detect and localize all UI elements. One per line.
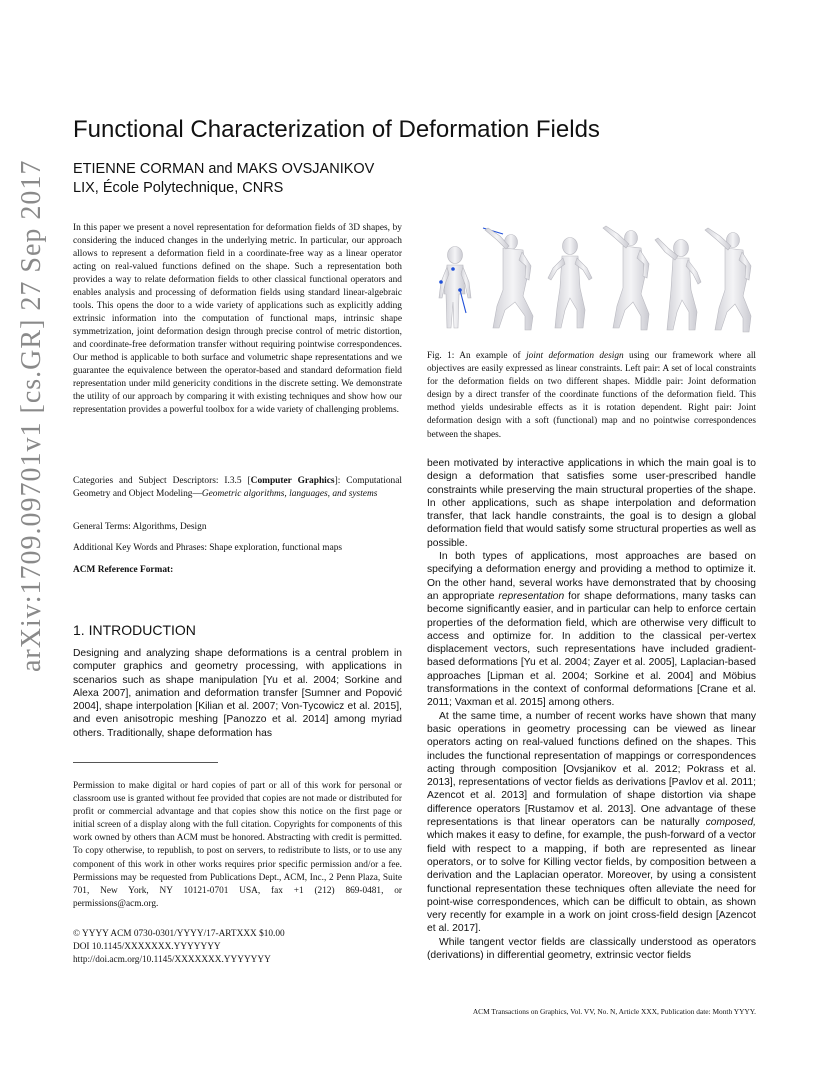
section-heading-introduction: 1. INTRODUCTION [73, 622, 196, 638]
paragraph [427, 550, 756, 710]
ccs-prefix: Categories and Subject Descriptors: I.3.5 [ [73, 476, 251, 486]
permission-notice: Permission to make digital or hard copies of part or all of this work for personal or classroom use is granted without fee provided that copies are not made or distributed for profit or commercial advantage and that copies show this notice on the first page or initial screen of a display along with the full citation. Copyrights for components of this work owned by others than ACM must be honored. Abstracting with credit is permitted. To copy otherwise, to republish, to post on servers, to redistribute to lists, or to use any component of this work in other works requires prior specific permission and/or a fee. Permissions may be requested from Publications Dept., ACM, Inc., 2 Penn Plaza, Suite 701, New York, NY 10121-0701 USA, fax +1 (212) 869-0481, or permissions@acm.org. [73, 781, 402, 909]
doi-line: DOI 10.1145/XXXXXXX.YYYYYYY [73, 942, 221, 952]
paragraph: been motivated by interactive applications in which the main goal is to design a deformation that satisfies some user-prescribed handle constraints while preserving the main structural properties of the shape. In other applications, such as shape interpolation and deformation transfer, that lack handle constraints, the goal is to design a global deformation field that would satisfy some structural properties as well as possible. [427, 458, 756, 549]
ccs-italic: Geometric algorithms, languages, and systems [201, 489, 378, 499]
caption-body: using our framework where all objectives are easily expressed as linear constraints. Left pair: A set of local constraints for the deformation fields on two different shapes. Middle pair: Joint deformation design by a direct transfer of the coordinate functions of the deformation field. This method yields undesirable effects as it is rotation dependent. Right pair: Joint deformation design with a soft (functional) map and no pointwise correspondences between the shapes. [427, 351, 756, 440]
paper-title: Functional Characterization of Deformation Fields [73, 116, 600, 143]
general-terms: General Terms: Algorithms, Design [73, 522, 207, 532]
acm-reference-format: ACM Reference Format: [73, 565, 174, 575]
adult-figure-squat [485, 228, 533, 330]
text-run: In both types of applications, most approaches are based on specifying a deformation energy and providing a method to optimize it. On the other hand, several works have demonstrated that by choosing an appropriate [427, 551, 756, 602]
text-run-italic: representation [498, 590, 565, 602]
figure-1-caption [427, 350, 756, 442]
journal-footer: ACM Transactions on Graphics, Vol. VV, No. N, Article XXX, Publication date: Month YYYY. [472, 1007, 756, 1016]
constraint-arrows [460, 228, 503, 313]
adult-figure-soft-map [705, 228, 751, 332]
text-run: which makes it easy to define, for example, the push-forward of a vector field with respect to a mapping, if both are represented as linear operators, or to solve for Killing vector fields, by composition between a derivation and the Laplacian operator. Moreover, by using a consistent functional representation these techniques often alleviate the need for point-wise correspondences, which can be difficult to obtain, as shown very recently for example in a work on joint cross-field design [Azencot et al. 2017]. [427, 830, 756, 935]
child-figure-soft-map [655, 238, 701, 330]
footnote-divider [73, 762, 218, 763]
intro-text-right [427, 457, 756, 962]
text-run-italic: composed, [705, 817, 756, 829]
ccs-bold: Computer Graphics [250, 476, 335, 486]
paragraph [427, 710, 756, 936]
arxiv-identifier: arXiv:1709.09701v1 [cs.GR] 27 Sep 2017 [16, 159, 47, 672]
child-figure-deformed [548, 238, 592, 329]
ccs-concepts [73, 475, 402, 501]
caption-prefix: Fig. 1: An example of [427, 351, 527, 361]
ccs-middle: ]: Computational Geometry and Object Modeling— [73, 476, 403, 499]
doi-url: http://doi.acm.org/10.1145/XXXXXXX.YYYYYYY [73, 955, 271, 965]
copyright-line: © YYYY ACM 0730-0301/YYYY/17-ARTXXX $10.00 [73, 929, 285, 939]
text-run: for shape deformations, many tasks can become significantly easier, and in particular can help to enforce certain properties of the deformation field, which are otherwise very difficult to access and optimize for. In addition to the classical per-vertex displacement vectors, such representations have included gradient-based deformations [Yu et al. 2004; Zayer et al. 2005], Laplacian-based approaches [Lipman et al. 2004; Sorkine et al. 2004] and Möbius transformations in the context of conformal deformations [Crane et al. 2011; Vaxman et al. 2015] among others. [427, 590, 756, 709]
caption-emphasis: joint deformation design [526, 351, 624, 361]
keywords: Additional Key Words and Phrases: Shape exploration, functional maps [73, 543, 343, 553]
authors: ETIENNE CORMAN and MAKS OVSJANIKOV [73, 161, 375, 177]
adult-figure-deformed [603, 226, 649, 330]
affiliation: LIX, École Polytechnique, CNRS [73, 180, 284, 196]
figure-1-shapes [427, 218, 755, 340]
paragraph: While tangent vector fields are classically understood as operators (derivations) in differential geometry, extrinsic vector fields [427, 936, 756, 961]
intro-text-left: Designing and analyzing shape deformations is a central problem in computer graphics and geometry processing, with applications in scenarios such as shape manipulation [Yu et al. 2004; Sorkine and Alexa 2007], animation and deformation transfer [Sumner and Popović 2004], shape interpolation [Kilian et al. 2007; Von-Tycowicz et al. 2015], and even anisotropic meshing [Panozzo et al. 2014] among myriad others. Traditionally, shape deformation has [73, 648, 402, 739]
abstract: In this paper we present a novel representation for deformation fields of 3D shapes, by considering the induced changes in the underlying metric. In particular, our approach allows to represent a deformation field in a coordinate-free way as a linear operator acting on real-valued functions defined on the shape. Such a representation both provides a way to relate deformation fields to other classical functional operators and enables analysis and processing of deformation fields using standard linear-algebraic tools. This opens the door to a wide variety of applications such as explicitly adding extrinsic information into the computation of functional maps, intrinsic shape symmetrization, joint deformation design through precise control of metric distortion, and coordinate-free deformation transfer without requiring pointwise correspondences. Our method is applicable to both surface and volumetric shape representations and we guarantee the equivalence between the operator-based and standard deformation field representation under mild genericity conditions in the discrete setting. We demonstrate the utility of our approach by comparing it with existing techniques and show how our representation provides a powerful toolbox for a wide variety of challenging problems. [73, 223, 402, 415]
child-figure-rest [439, 247, 471, 329]
text-run: At the same time, a number of recent works have shown that many basic operations in geometry processing can be viewed as linear operators acting on real-valued functions defined on the shapes. This includes the functional representation of mappings or correspondences acting through composition [Ovsjanikov et al. 2012; Pokrass et al. 2013], representations of vector fields as derivations [Pavlov et al. 2011; Azencot et al. 2013] and formulation of shape distortion via shape difference operators [Rustamov et al. 2013]. One advantage of these representations is that linear operators can be naturally [427, 710, 756, 829]
